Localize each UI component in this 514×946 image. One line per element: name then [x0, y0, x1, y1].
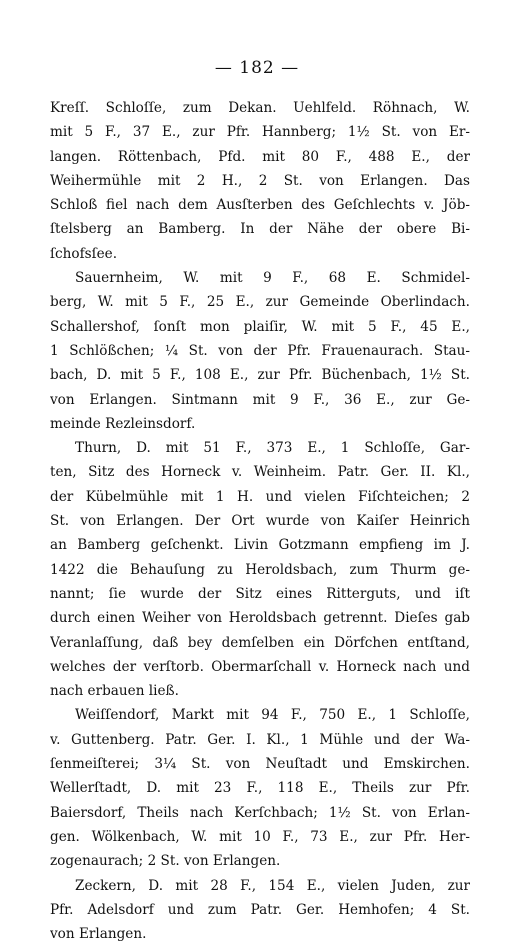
text-line: meinde Rezleinsdorf.	[50, 415, 196, 432]
text-line: ten, Sitz des Horneck v. Weinheim. Patr. Ger. II. Kl.,	[50, 464, 470, 481]
text-line: Weihermühle mit 2 H., 2 St. von Erlangen. Das	[50, 172, 470, 189]
text-line: Baiersdorf, Theils nach Kerſchbach; 1½ St. von Erlan-	[50, 804, 470, 821]
body-text	[50, 96, 470, 946]
text-line: St. von Erlangen. Der Ort wurde von Kaiſer Heinrich	[50, 513, 470, 530]
text-line: zogenaurach; 2 St. von Erlangen.	[50, 853, 281, 870]
text-line: von Erlangen.	[50, 926, 147, 943]
text-line: ſchofsſee.	[50, 245, 118, 262]
text-line: gen. Wölkenbach, W. mit 10 F., 73 E., zur Pfr. Her-	[50, 828, 470, 845]
text-line: Pfr. Adelsdorf und zum Patr. Ger. Hemhofen; 4 St.	[50, 901, 470, 918]
text-line: ſtelsberg an Bamberg. In der Nähe der obere Bi-	[50, 221, 470, 238]
text-line: Zeckern, D. mit 28 F., 154 E., vielen Juden, zur	[75, 877, 470, 894]
text-line: Wellerſtadt, D. mit 23 F., 118 E., Theils zur Pfr.	[50, 780, 470, 797]
text-line: nach erbauen ließ.	[50, 683, 179, 700]
text-line: Schloß fiel nach dem Ausſterben des Geſchlechts v. Jöb-	[50, 197, 470, 214]
text-line: 1 Schlößchen; ¼ St. von der Pfr. Frauenaurach. Stau-	[50, 342, 470, 359]
text-line: berg, W. mit 5 F., 25 E., zur Gemeinde Oberlindach.	[50, 294, 470, 311]
text-line: durch einen Weiher von Heroldsbach getrennt. Dieſes gab	[50, 610, 470, 627]
text-line: an Bamberg geſchenkt. Livin Gotzmann empfieng im J.	[50, 537, 470, 554]
text-line: Schallershof, ſonſt mon plaiſir, W. mit 5 F., 45 E.,	[50, 318, 470, 335]
text-line: Veranlaſſung, daß bey demſelben ein Dörfchen entſtand,	[50, 634, 470, 651]
text-line: Thurn, D. mit 51 F., 373 E., 1 Schloſſe, Gar-	[75, 440, 470, 457]
text-line: ſenmeiſterei; 3¼ St. von Neuſtadt und Emskirchen.	[50, 756, 470, 773]
text-line: bach, D. mit 5 F., 108 E., zur Pfr. Büchenbach, 1½ St.	[50, 367, 470, 384]
text-line: v. Guttenberg. Patr. Ger. I. Kl., 1 Mühle und der Wa-	[50, 731, 470, 748]
text-line: Kreſſ. Schloſſe, zum Dekan. Uehlfeld. Röhnach, W.	[50, 100, 470, 116]
text-line: von Erlangen. Sintmann mit 9 F., 36 E., zur Ge-	[50, 391, 470, 408]
text-line: Sauernheim, W. mit 9 F., 68 E. Schmidel-	[75, 270, 470, 287]
text-line: der Kübelmühle mit 1 H. und vielen Fiſchteichen; 2	[50, 488, 470, 505]
text-line: nannt; ſie wurde der Sitz eines Ritterguts, und iſt	[50, 585, 470, 602]
text-line: 1422 die Behauſung zu Heroldsbach, zum Thurm ge-	[50, 561, 470, 578]
page-number-header: — 182 —	[214, 58, 300, 78]
text-line: mit 5 F., 37 E., zur Pfr. Hannberg; 1½ St. von Er-	[50, 124, 470, 141]
text-line: Weiſſendorf, Markt mit 94 F., 750 E., 1 Schloſſe,	[75, 707, 470, 724]
text-line: langen. Röttenbach, Pfd. mit 80 F., 488 E., der	[50, 148, 470, 165]
text-line: welches der verſtorb. Obermarſchall v. Horneck nach und	[50, 658, 470, 675]
